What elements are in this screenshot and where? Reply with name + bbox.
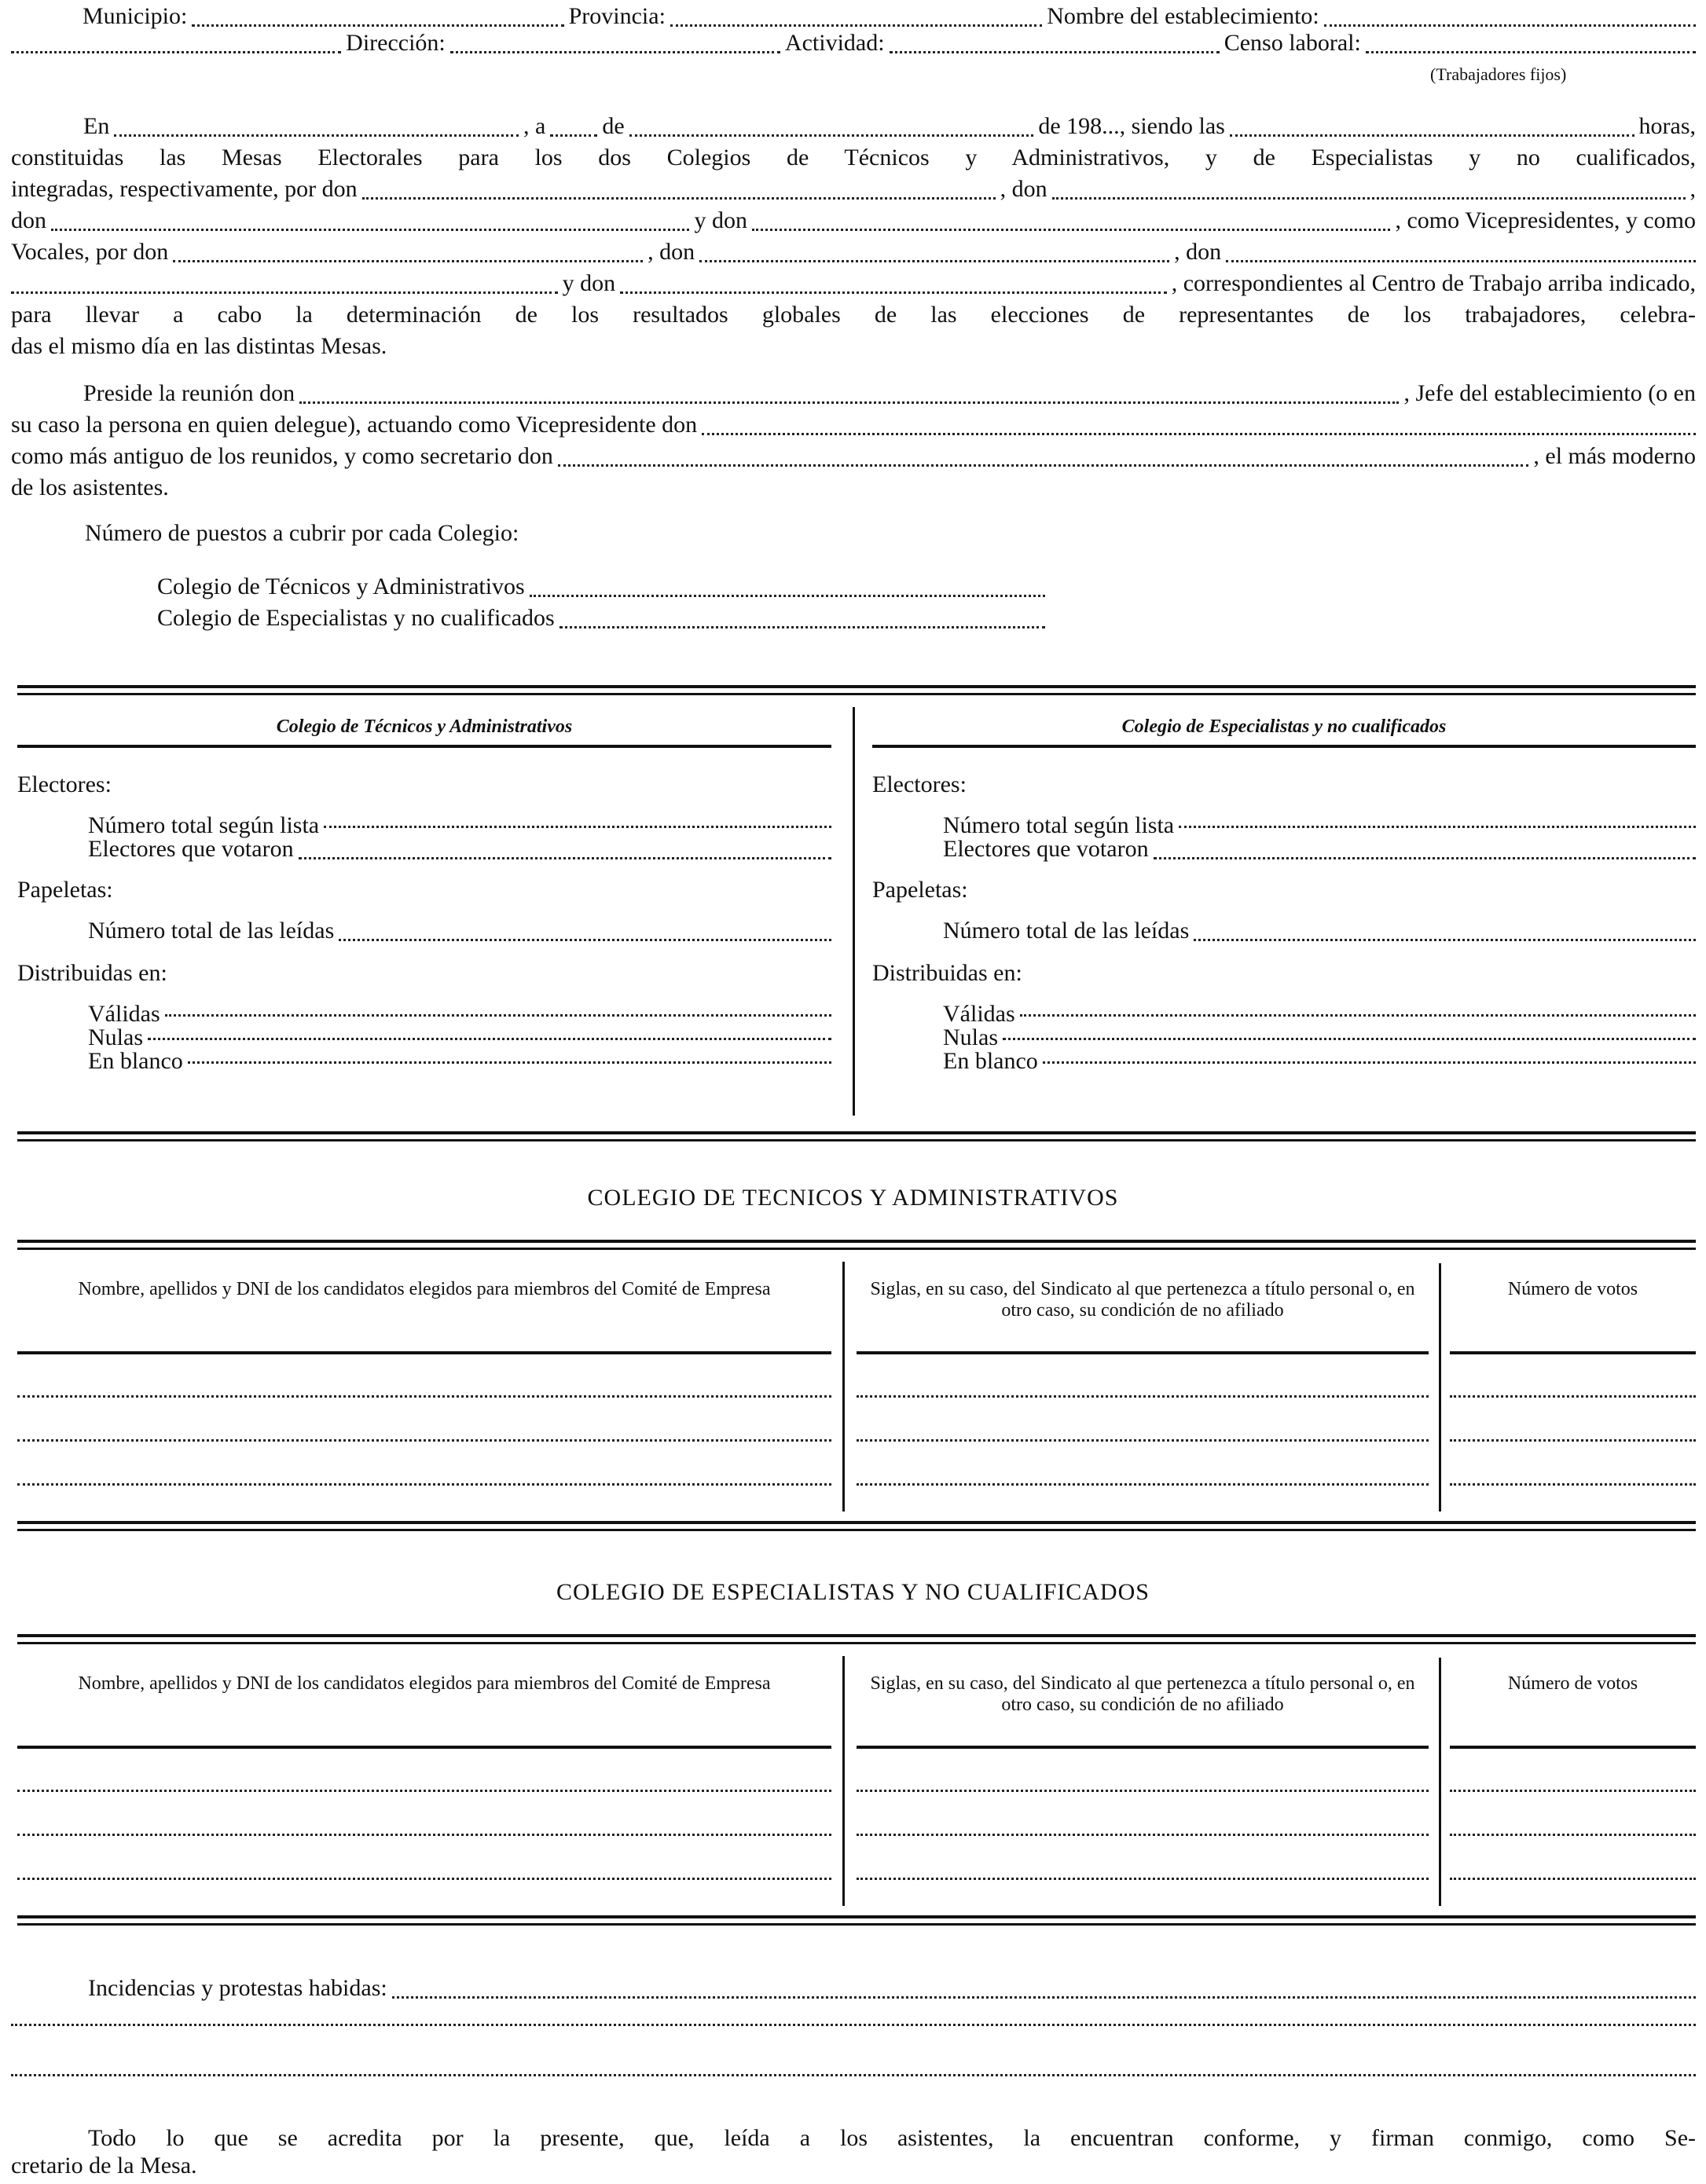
incidencias-label: Incidencias y protestas habidas: xyxy=(88,1975,387,2001)
table-cell-blank[interactable] xyxy=(857,1834,1429,1836)
blank-field[interactable] xyxy=(11,291,558,294)
field-label: Válidas xyxy=(88,1001,160,1027)
form-line xyxy=(157,605,1045,636)
form-line xyxy=(157,573,1045,605)
blank-field[interactable] xyxy=(1179,826,1696,828)
table-cell-blank[interactable] xyxy=(857,1483,1429,1486)
header-row-2 xyxy=(11,30,1696,61)
field-label: Número total según lista xyxy=(88,812,320,838)
paragraph-preside xyxy=(11,380,1696,506)
blank-field[interactable] xyxy=(629,134,1034,137)
form-label: , correspondientes al Centro de Trabajo arriba indicado, xyxy=(1171,270,1696,296)
form-label: , xyxy=(1689,176,1697,202)
field-label: Número total según lista xyxy=(943,812,1175,838)
blank-field[interactable] xyxy=(558,464,1529,467)
table-cell-blank[interactable] xyxy=(1450,1439,1696,1442)
table-cell-blank[interactable] xyxy=(1450,1395,1696,1398)
count-field xyxy=(872,1048,1696,1072)
count-field xyxy=(17,836,831,867)
table-heading: COLEGIO DE ESPECIALISTAS Y NO CUALIFICADOS xyxy=(556,1579,1150,1605)
field-label: En blanco xyxy=(88,1048,183,1074)
column-rule xyxy=(17,745,831,748)
form-label: , a xyxy=(523,113,546,139)
blank-field[interactable] xyxy=(1052,197,1686,200)
blank-field[interactable] xyxy=(362,197,996,200)
column-divider xyxy=(842,1656,845,1906)
form-label: Colegio de Técnicos y Administrativos xyxy=(157,573,525,599)
table-cell-blank[interactable] xyxy=(17,1439,831,1442)
section-label: Papeletas: xyxy=(17,877,113,903)
form-label: y don xyxy=(562,270,616,296)
form-line xyxy=(11,113,1696,145)
count-field xyxy=(17,1048,831,1072)
form-label: don xyxy=(11,207,46,233)
double-rule xyxy=(17,1131,1696,1141)
table-cell-blank[interactable] xyxy=(17,1790,831,1792)
blank-field[interactable] xyxy=(148,1038,831,1040)
blank-field[interactable] xyxy=(1324,24,1696,27)
column-title: Colegio de Técnicos y Administrativos xyxy=(276,716,573,737)
form-label: Nombre del establecimiento: xyxy=(1047,3,1319,29)
table-heading: COLEGIO DE TECNICOS Y ADMINISTRATIVOS xyxy=(587,1185,1119,1211)
column-divider xyxy=(1439,1263,1441,1512)
blank-field[interactable] xyxy=(752,229,1390,231)
count-field xyxy=(872,918,1696,949)
blank-field[interactable] xyxy=(702,433,1696,435)
header-rule xyxy=(857,1746,1429,1749)
blank-field[interactable] xyxy=(890,51,1220,53)
censo-note: (Trabajadores fijos) xyxy=(1430,64,1567,84)
form-label: Provincia: xyxy=(568,3,666,29)
field-label: Número total de las leídas xyxy=(88,918,335,944)
count-field xyxy=(872,812,1696,836)
column-title: Colegio de Especialistas y no cualificados xyxy=(1121,716,1447,737)
header-rule xyxy=(17,1351,831,1354)
form-line xyxy=(11,207,1696,239)
puestos-list xyxy=(157,573,1045,636)
table-cell-blank[interactable] xyxy=(1450,1878,1696,1880)
blank-field[interactable] xyxy=(450,51,780,53)
column-header: Número de votos xyxy=(1507,1279,1638,1299)
form-label: , Jefe del establecimiento (o en xyxy=(1403,380,1696,406)
form-label: , don xyxy=(1000,176,1047,202)
blank-field[interactable] xyxy=(324,826,831,828)
table-cell-blank[interactable] xyxy=(1450,1483,1696,1486)
text-line: constituidas las Mesas Electorales para los dos Colegios de Técnicos y Administrativos, y de Especialistas y no cualificados, xyxy=(11,145,1696,170)
summary-especialistas xyxy=(872,716,1696,1072)
table-cell-blank[interactable] xyxy=(857,1878,1429,1880)
column-header: Número de votos xyxy=(1507,1673,1638,1694)
blank-field[interactable] xyxy=(11,51,341,53)
table-cell-blank[interactable] xyxy=(857,1439,1429,1442)
blank-field[interactable] xyxy=(559,626,1045,628)
section-label: Electores: xyxy=(872,771,967,797)
form-line xyxy=(11,443,1696,475)
form-label: de xyxy=(602,113,625,139)
header-rule xyxy=(1450,1351,1696,1354)
closing-line-1: Todo lo que se acredita por la presente, que, leída a los asistentes, la encuentran conforme, y firman conmigo, como Se- xyxy=(88,2125,1696,2151)
form-label: , como Vicepresidentes, y como xyxy=(1395,207,1697,233)
blank-field[interactable] xyxy=(339,939,831,941)
blank-field[interactable] xyxy=(1020,1014,1696,1017)
double-rule xyxy=(17,1240,1696,1250)
field-label: Electores que votaron xyxy=(943,836,1149,862)
column-divider xyxy=(853,707,855,1116)
text-line: para llevar a cabo la determinación de los resultados globales de las elecciones de representantes de los trabajadores, celebra- xyxy=(11,302,1696,328)
form-line xyxy=(11,30,1696,61)
table-cell-blank[interactable] xyxy=(1450,1834,1696,1836)
double-rule xyxy=(17,1915,1696,1926)
table-cell-blank[interactable] xyxy=(17,1483,831,1486)
blank-field[interactable] xyxy=(1043,1061,1696,1064)
form-label: Censo laboral: xyxy=(1224,30,1361,56)
column-divider xyxy=(842,1262,845,1512)
count-field xyxy=(17,812,831,836)
column-header: Siglas, en su caso, del Sindicato al que pertenezca a título personal o, en otro caso, su condición de no afiliado xyxy=(870,1279,1415,1321)
blank-field[interactable] xyxy=(530,595,1045,597)
form-line xyxy=(11,239,1696,270)
double-rule xyxy=(17,1521,1696,1531)
blank-field[interactable] xyxy=(165,1014,831,1017)
form-label: y don xyxy=(694,207,747,233)
blank-field[interactable] xyxy=(1194,939,1696,941)
puestos-title: Número de puestos a cubrir por cada Colegio: xyxy=(85,520,519,546)
blank-field[interactable] xyxy=(51,229,689,231)
table-cell-blank[interactable] xyxy=(17,1395,831,1398)
paragraph-constitution xyxy=(11,113,1696,365)
column-divider xyxy=(1439,1658,1441,1906)
form-label: de 198..., siendo las xyxy=(1038,113,1225,139)
form-label: Preside la reunión don xyxy=(83,380,295,406)
incidencias-blank[interactable] xyxy=(11,2024,1696,2026)
column-header: Siglas, en su caso, del Sindicato al que pertenezca a título personal o, en otro caso, su condición de no afiliado xyxy=(870,1673,1415,1715)
form-label: Colegio de Especialistas y no cualificados xyxy=(157,605,555,631)
form-line xyxy=(11,412,1696,443)
table-cell-blank[interactable] xyxy=(17,1878,831,1880)
double-rule xyxy=(17,1634,1696,1644)
blank-field[interactable] xyxy=(1226,260,1696,262)
blank-field[interactable] xyxy=(392,1996,1696,1999)
field-label: Número total de las leídas xyxy=(943,918,1190,944)
form-label: como más antiguo de los reunidos, y como secretario don xyxy=(11,443,553,469)
blank-field[interactable] xyxy=(192,24,563,27)
blank-field[interactable] xyxy=(1230,134,1634,137)
section-label: Distribuidas en: xyxy=(872,960,1022,986)
blank-field[interactable] xyxy=(114,134,519,137)
field-label: Válidas xyxy=(943,1001,1015,1027)
field-label: En blanco xyxy=(943,1048,1038,1074)
form-label: En xyxy=(83,113,110,139)
blank-field[interactable] xyxy=(550,134,597,137)
form-label: integradas, respectivamente, por don xyxy=(11,176,358,202)
blank-field[interactable] xyxy=(670,24,1042,27)
form-label: Actividad: xyxy=(784,30,885,56)
form-label: Vocales, por don xyxy=(11,239,169,265)
form-label: Dirección: xyxy=(346,30,446,56)
count-field xyxy=(872,1001,1696,1027)
form-label: , don xyxy=(1174,239,1222,265)
header-rule xyxy=(17,1746,831,1749)
table-cell-blank[interactable] xyxy=(857,1395,1429,1398)
table-cell-blank[interactable] xyxy=(17,1834,831,1836)
section-label: Papeletas: xyxy=(872,877,968,903)
blank-field[interactable] xyxy=(1154,857,1696,859)
form-label: horas, xyxy=(1638,113,1696,139)
form-line xyxy=(11,270,1696,302)
blank-field[interactable] xyxy=(699,260,1169,262)
section-label: Electores: xyxy=(17,771,112,797)
column-header: Nombre, apellidos y DNI de los candidatos elegidos para miembros del Comité de Empresa xyxy=(78,1673,771,1694)
blank-field[interactable] xyxy=(173,260,643,262)
count-field xyxy=(17,918,831,949)
incidencias-line[interactable] xyxy=(88,1975,1696,2006)
summary-tecnicos xyxy=(17,716,831,1072)
column-header: Nombre, apellidos y DNI de los candidatos elegidos para miembros del Comité de Empresa xyxy=(78,1279,771,1299)
blank-field[interactable] xyxy=(1003,1038,1696,1040)
blank-field[interactable] xyxy=(299,401,1399,404)
field-label: Nulas xyxy=(88,1024,143,1050)
closing-line-2: cretario de la Mesa. xyxy=(11,2153,197,2179)
incidencias-blank[interactable] xyxy=(11,2074,1696,2076)
form-line xyxy=(11,176,1696,207)
blank-field[interactable] xyxy=(620,291,1167,294)
form-label: Municipio: xyxy=(83,3,188,29)
double-rule xyxy=(17,685,1696,695)
count-field xyxy=(872,836,1696,867)
blank-field[interactable] xyxy=(299,857,831,859)
header-rule xyxy=(857,1351,1429,1354)
table-cell-blank[interactable] xyxy=(1450,1790,1696,1792)
field-label: Electores que votaron xyxy=(88,836,294,862)
form-label: , el más moderno xyxy=(1533,443,1696,469)
form-label: su caso la persona en quien delegue), actuando como Vicepresidente don xyxy=(11,412,698,438)
form-label: , don xyxy=(648,239,695,265)
column-rule xyxy=(872,745,1696,748)
blank-field[interactable] xyxy=(188,1061,831,1064)
count-field xyxy=(872,1024,1696,1048)
form-line xyxy=(11,380,1696,412)
text-line: de los asistentes. xyxy=(11,475,169,500)
count-field xyxy=(17,1001,831,1027)
section-label: Distribuidas en: xyxy=(17,960,167,986)
table-cell-blank[interactable] xyxy=(857,1790,1429,1792)
blank-field[interactable] xyxy=(1366,51,1696,53)
text-line: das el mismo día en las distintas Mesas. xyxy=(11,333,387,359)
field-label: Nulas xyxy=(943,1024,998,1050)
count-field xyxy=(17,1024,831,1048)
header-rule xyxy=(1450,1746,1696,1749)
